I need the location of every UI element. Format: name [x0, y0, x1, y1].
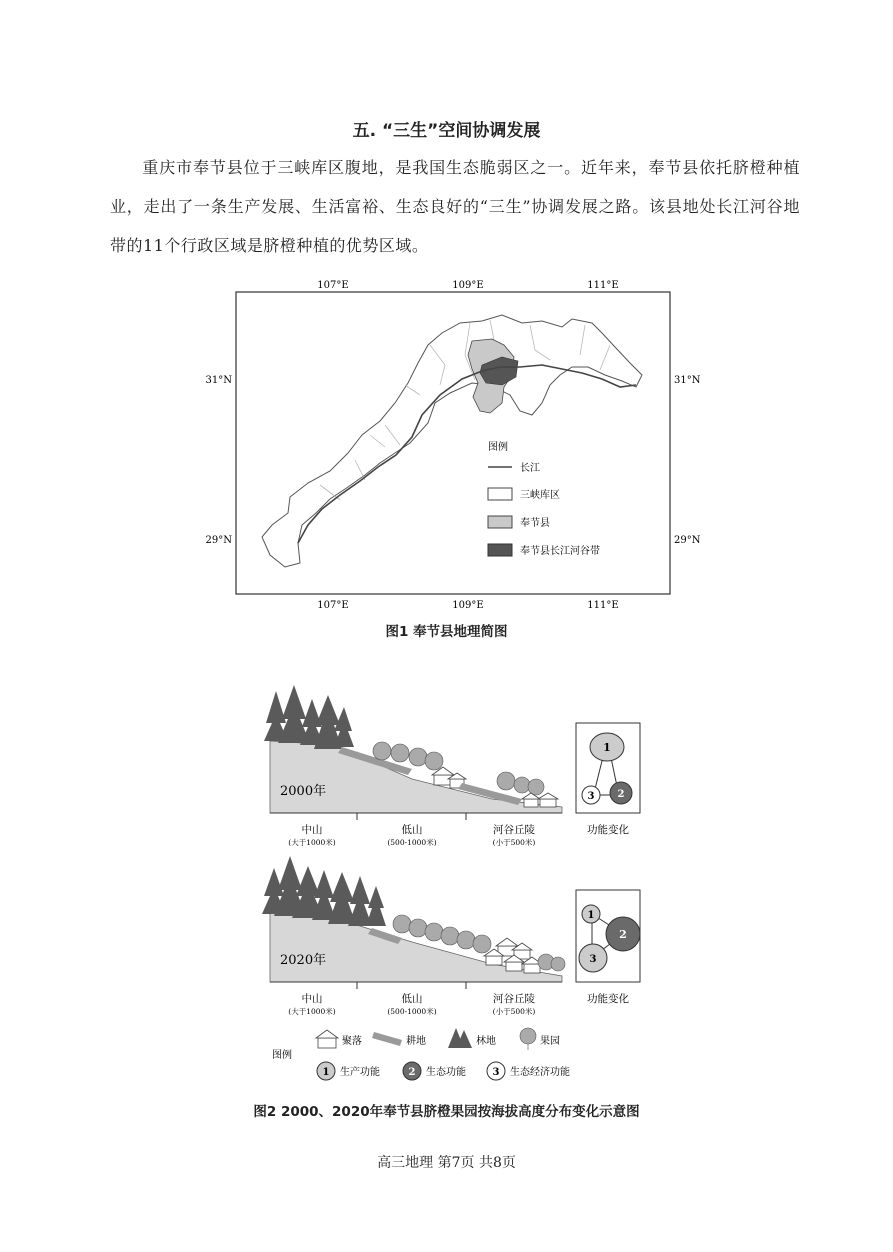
function-num-2000-1: 1 [603, 741, 611, 754]
intro-paragraph [110, 148, 800, 265]
legend-farmland-label: 耕地 [406, 1036, 426, 1047]
legend-valley-label: 奉节县长江河谷带 [520, 546, 600, 557]
legend-valley-swatch [488, 544, 512, 556]
zone-name-2020-valley: 河谷丘陵 [493, 993, 535, 1005]
year-label-2000: 2000年 [280, 784, 327, 799]
lat-tick-right-29: 29°N [674, 535, 700, 546]
lon-tick-top-111: 111°E [587, 280, 619, 291]
legend-ecology-number: 2 [408, 1067, 416, 1078]
lon-tick-bottom-109: 109°E [452, 600, 484, 611]
function-change-label-2000: 功能变化 [587, 824, 629, 836]
intro-text: 重庆市奉节县位于三峡库区腹地，是我国生态脆弱区之一。近年来，奉节县依托脐橙种植业，走出了一条生产发展、生活富裕、生态良好的“三生”协调发展之路。该县地处长江河谷地带的11个行政区域是脐橙种植的优势区域。 [110, 158, 800, 255]
zone-range-2020-valley: (小于500米) [492, 1007, 536, 1016]
figure2-legend [262, 1024, 652, 1090]
lon-tick-bottom-107: 107°E [317, 600, 349, 611]
map-figure [190, 275, 700, 635]
legend-ecology-label: 生态功能 [426, 1067, 466, 1078]
lon-tick-bottom-111: 111°E [587, 600, 619, 611]
legend-orchard-icon [520, 1028, 536, 1050]
figure2-caption: 图2 2000、2020年奉节县脐橙果园按海拔高度分布变化示意图 [253, 1104, 640, 1120]
section-title: 五. “三生”空间协调发展 [352, 121, 541, 141]
legend-county-swatch [488, 516, 512, 528]
zone-range-2000-low-mountain: (500-1000米) [387, 838, 437, 847]
lat-tick-right-31: 31°N [674, 375, 700, 386]
three-gorges-reservoir-area [262, 315, 642, 567]
zone-range-2000-valley: (小于500米) [492, 838, 536, 847]
function-num-2020-1: 1 [587, 910, 595, 921]
legend-settlement-label: 聚落 [342, 1036, 362, 1047]
zone-name-2000-mid-mountain: 中山 [301, 824, 323, 836]
function-num-2020-3: 3 [589, 954, 597, 965]
legend-forest-icon [448, 1028, 472, 1048]
legend-reservoir-label: 三峡库区 [520, 490, 560, 501]
function-change-label-2020: 功能变化 [587, 993, 629, 1005]
function-num-2020-2: 2 [619, 928, 627, 941]
legend-production-label: 生产功能 [340, 1067, 380, 1078]
zone-range-2020-mid-mountain: (大于1000米) [288, 1007, 336, 1016]
lon-tick-top-109: 109°E [452, 280, 484, 291]
scene-2000 [262, 683, 652, 855]
orchard-2020-valley [538, 954, 565, 971]
scene-2020 [262, 852, 652, 1024]
legend2-title: 图例 [272, 1050, 292, 1061]
forest-2020 [262, 856, 386, 926]
lat-tick-left-29: 29°N [205, 535, 232, 546]
orchard-2000-valley [497, 772, 544, 795]
zone-name-2000-low-mountain: 低山 [401, 824, 423, 836]
year-label-2020: 2020年 [280, 953, 327, 968]
legend-settlement-icon [316, 1030, 338, 1048]
legend-river-label: 长江 [520, 463, 540, 474]
zone-range-2020-low-mountain: (500-1000米) [387, 1007, 437, 1016]
legend-county-label: 奉节县 [520, 518, 550, 529]
function-num-2000-2: 2 [617, 789, 625, 800]
zone-range-2000-mid-mountain: (大于1000米) [288, 838, 336, 847]
zone-name-2020-low-mountain: 低山 [401, 993, 423, 1005]
zone-name-2020-mid-mountain: 中山 [301, 993, 323, 1005]
legend-farmland-icon [372, 1032, 402, 1046]
legend-eco-economy-number: 3 [492, 1067, 500, 1078]
function-num-2000-3: 3 [587, 791, 595, 802]
lon-tick-top-107: 107°E [317, 280, 349, 291]
legend-reservoir-swatch [488, 488, 512, 500]
legend-production-number: 1 [322, 1067, 330, 1078]
legend-eco-economy-label: 生态经济功能 [510, 1067, 570, 1078]
zone-name-2000-valley: 河谷丘陵 [493, 824, 535, 836]
page-footer: 高三地理 第7页 共8页 [377, 1155, 516, 1171]
lat-tick-left-31: 31°N [205, 375, 232, 386]
figure1-caption: 图1 奉节县地理简图 [385, 624, 508, 640]
legend-orchard-label: 果园 [540, 1036, 560, 1047]
forest-2000 [264, 685, 354, 749]
settlement-2000-b [522, 793, 558, 807]
legend-forest-label: 林地 [476, 1036, 496, 1047]
legend-title: 图例 [488, 442, 508, 453]
